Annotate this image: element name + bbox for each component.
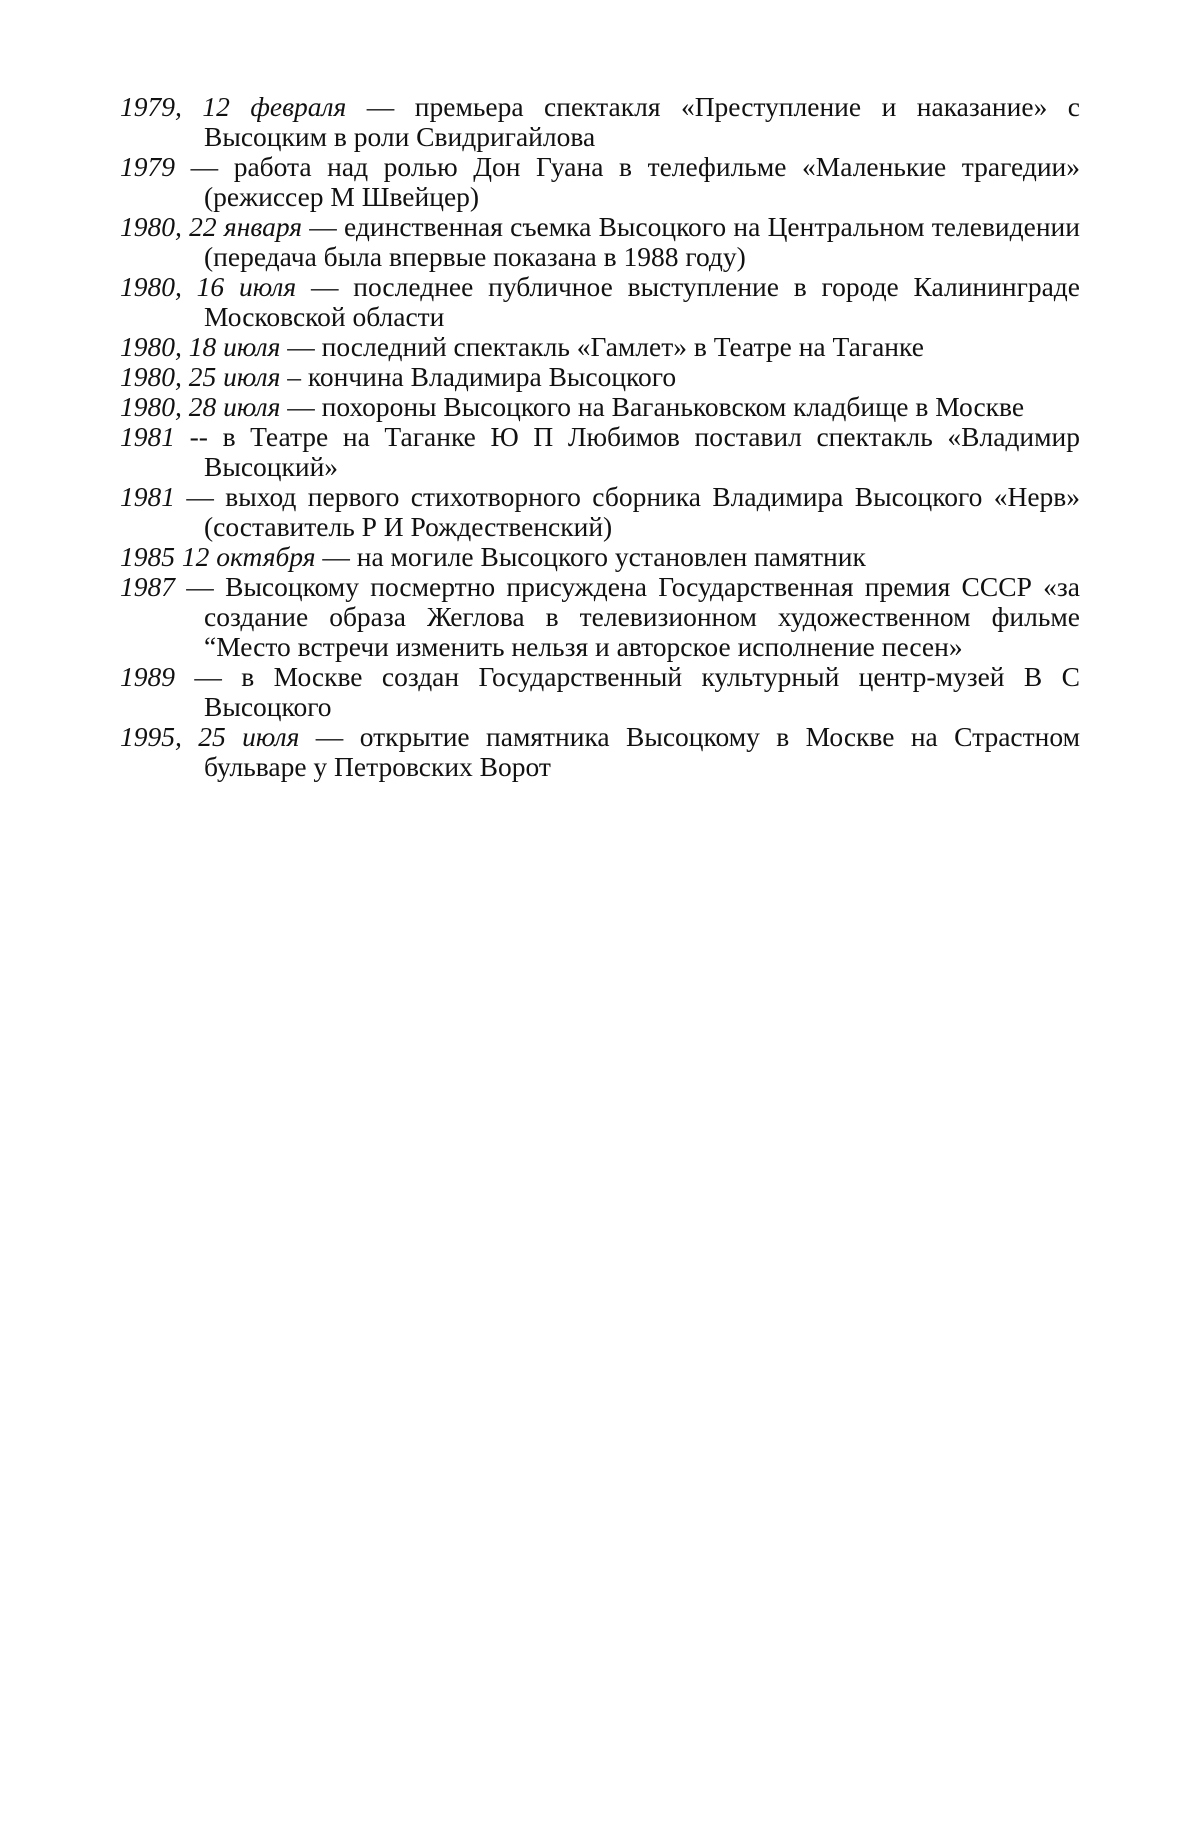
chronology-entry xyxy=(120,272,1080,332)
entry-dash: — xyxy=(346,91,415,122)
entry-text: последнее публичное выступление в городе Калининграде Московской области xyxy=(204,271,1081,332)
entry-date: 1979, 12 февраля xyxy=(120,91,347,122)
entry-dash: — xyxy=(175,481,226,512)
entry-dash: — xyxy=(175,571,226,602)
entry-dash: — xyxy=(299,721,360,752)
entry-text: открытие памятника Высоцкому в Москве на Страстном бульваре у Петровских Ворот xyxy=(204,721,1080,782)
chronology-entry xyxy=(120,542,1080,572)
entry-text: последний спектакль «Гамлет» в Театре на Таганке xyxy=(321,331,924,362)
entry-dash: -- xyxy=(175,421,223,452)
entry-date: 1985 12 октября xyxy=(120,541,316,572)
chronology-entry xyxy=(120,392,1080,422)
entry-date: 1979 xyxy=(120,151,175,182)
entry-date: 1980, 22 января xyxy=(120,211,303,242)
chronology-entry xyxy=(120,332,1080,362)
entry-date: 1995, 25 июля xyxy=(120,721,300,752)
entry-text: единственная съемка Высоцкого на Центральном телевидении (передача была впервые показана в 1988 году) xyxy=(204,211,1080,272)
entry-text: на могиле Высоцкого установлен памятник xyxy=(356,541,866,572)
entry-text: в Театре на Таганке Ю П Любимов поставил спектакль «Владимир Высоцкий» xyxy=(204,421,1080,482)
chronology-entry xyxy=(120,422,1080,482)
entry-text: в Москве создан Государственный культурный центр-музей В С Высоцкого xyxy=(204,661,1080,722)
entry-dash: — xyxy=(175,151,234,182)
entry-text: премьера спектакля «Преступление и наказание» с Высоцким в роли Свидригайлова xyxy=(204,91,1081,152)
entry-dash: – xyxy=(280,361,308,392)
entry-dash: — xyxy=(175,661,242,692)
chronology-entry xyxy=(120,212,1080,272)
entry-text: похороны Высоцкого на Ваганьковском кладбище в Москве xyxy=(321,391,1025,422)
chronology-entry xyxy=(120,662,1080,722)
entry-dash: — xyxy=(302,211,345,242)
entry-dash: — xyxy=(280,331,322,362)
entry-text: кончина Владимира Высоцкого xyxy=(307,361,677,392)
entry-date: 1980, 18 июля xyxy=(120,331,281,362)
entry-date: 1980, 28 июля xyxy=(120,391,281,422)
entry-date: 1981 xyxy=(120,421,175,452)
chronology-entry xyxy=(120,92,1080,152)
entry-date: 1980, 16 июля xyxy=(120,271,297,302)
entry-text: Высоцкому посмертно присуждена Государственная премия СССР «за создание образа Жеглова в телевизионном художественном фильме “Место встречи изменить нельзя и авторское исполнение песен» xyxy=(204,571,1080,662)
chronology-entry xyxy=(120,722,1080,782)
entry-date: 1981 xyxy=(120,481,175,512)
chronology-entry xyxy=(120,362,1080,392)
entry-text: выход первого стихотворного сборника Владимира Высоцкого «Нерв» (составитель Р И Рождественский) xyxy=(204,481,1081,542)
chronology-entry xyxy=(120,572,1080,662)
entry-dash: — xyxy=(315,541,357,572)
chronology-entry xyxy=(120,482,1080,542)
chronology-entry xyxy=(120,152,1080,212)
entry-dash: — xyxy=(280,391,322,422)
entry-date: 1989 xyxy=(120,661,175,692)
entry-dash: — xyxy=(296,271,354,302)
entry-text: работа над ролью Дон Гуана в телефильме «Маленькие трагедии» (режиссер М Швейцер) xyxy=(204,151,1081,212)
entry-date: 1980, 25 июля xyxy=(120,361,281,392)
chronology-list xyxy=(120,92,1080,782)
entry-date: 1987 xyxy=(120,571,175,602)
